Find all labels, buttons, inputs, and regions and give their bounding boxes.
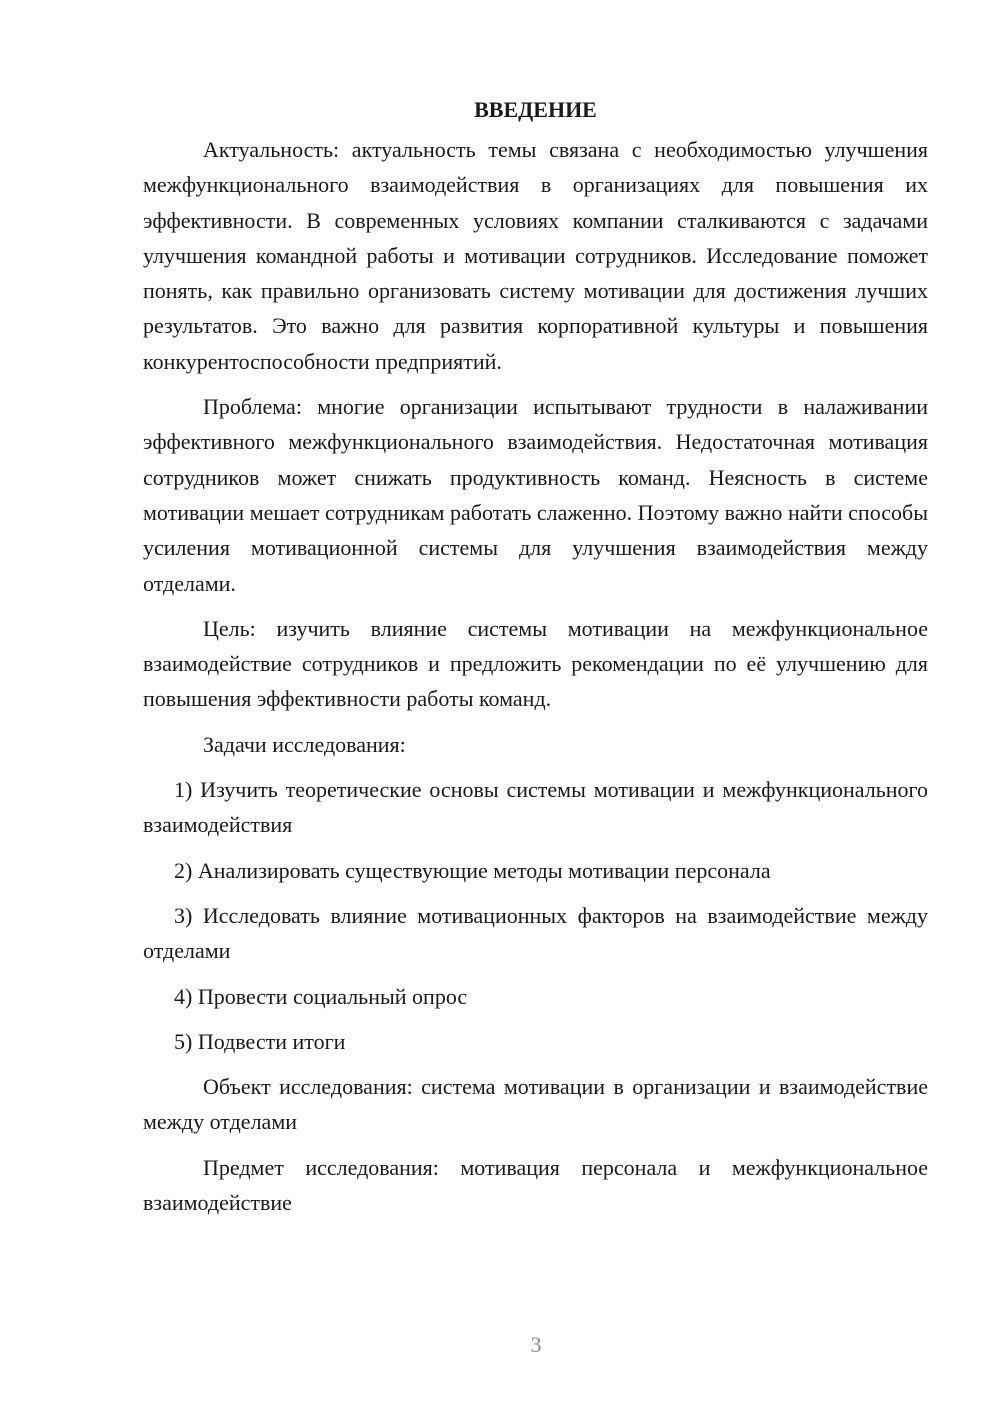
paragraph-object: Объект исследования: система мотивации в организации и взаимодействие между отделами [143, 1074, 928, 1135]
paragraph-subject: Предмет исследования: мотивация персонала и межфункциональное взаимодействие [143, 1154, 928, 1216]
list-item: 4) Провести социальный опрос [174, 983, 468, 1009]
tasks-heading: Задачи исследования: [203, 731, 406, 757]
list-item: 3) Исследовать влияние мотивационных факторов на взаимодействие между отделами [143, 902, 928, 964]
list-item: 2) Анализировать существующие методы мотивации персонала [174, 857, 771, 883]
paragraph-relevance: Актуальность: актуальность темы связана с необходимостью улучшения межфункционального взаимодействия в организациях для повышения их эффективности. В современных условиях компании сталкиваются с задачами улучшения командной работы и мотивации сотрудников. Исследование поможет понять, как правильно организовать систему мотивации для достижения лучших результатов. Это важно для развития корпоративной культуры и повышения конкурентоспособности предприятий. [143, 137, 928, 374]
paragraph-problem: Проблема: многие организации испытывают трудности в налаживании эффективного межфункционального взаимодействия. Недостаточная мотивация сотрудников может снижать продуктивность команд. Неясность в системе мотивации мешает сотрудникам работать слаженно. Поэтому важно найти способы усиления мотивационной системы для улучшения взаимодействия между отделами. [143, 394, 928, 596]
document-page [143, 92, 928, 1230]
paragraph-goal: Цель: изучить влияние системы мотивации на межфункциональное взаимодействие сотрудников и предложить рекомендации по её улучшению для повышения эффективности работы команд. [143, 615, 928, 712]
page-number: 3 [530, 1332, 542, 1357]
list-item: 5) Подвести итоги [174, 1028, 346, 1054]
list-item: 1) Изучить теоретические основы системы мотивации и межфункционального взаимодействия [143, 777, 928, 838]
section-title: ВВЕДЕНИЕ [474, 97, 597, 122]
